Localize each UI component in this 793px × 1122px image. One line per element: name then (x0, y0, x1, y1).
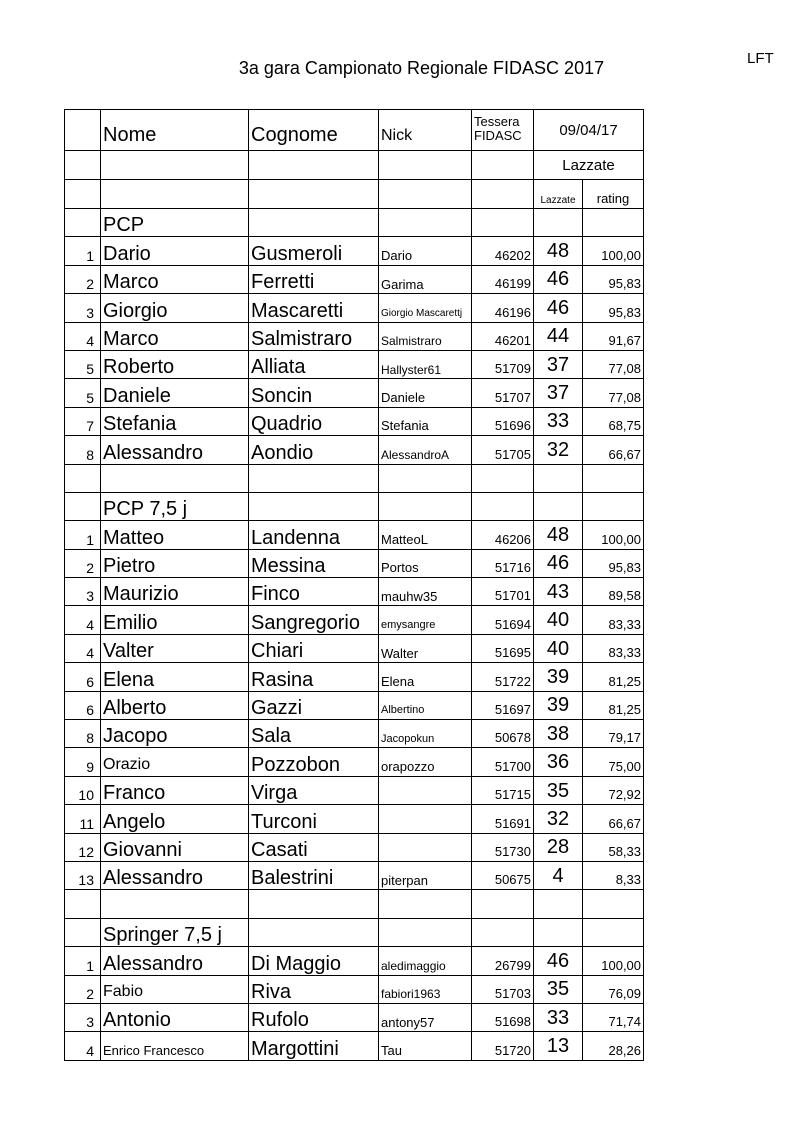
rating-cell: 71,74 (583, 1003, 644, 1031)
rank-cell: 4 (65, 1032, 101, 1060)
last-name-cell: Ferretti (249, 265, 379, 293)
table-row (65, 322, 644, 350)
tessera-cell: 51701 (472, 578, 534, 606)
tessera-cell: 46201 (472, 322, 534, 350)
rank-cell: 3 (65, 1003, 101, 1031)
table-row (65, 861, 644, 889)
empty-cell (65, 890, 101, 918)
rating-cell: 91,67 (583, 322, 644, 350)
nick-cell (379, 833, 472, 861)
table-row (65, 748, 644, 776)
nick-cell: Garima (379, 265, 472, 293)
table-row (65, 379, 644, 407)
points-cell: 39 (534, 691, 583, 719)
rating-cell: 83,33 (583, 606, 644, 634)
table-row (65, 407, 644, 435)
category-row (65, 492, 644, 520)
rating-cell: 83,33 (583, 634, 644, 662)
points-cell: 43 (534, 578, 583, 606)
empty-cell (101, 151, 249, 180)
page-title: 3a gara Campionato Regionale FIDASC 2017 (238, 58, 605, 78)
tessera-cell: 51730 (472, 833, 534, 861)
tessera-cell: 51698 (472, 1003, 534, 1031)
tessera-cell: 46199 (472, 265, 534, 293)
spacer-row (65, 464, 644, 492)
empty-cell (379, 492, 472, 520)
rank-cell: 4 (65, 606, 101, 634)
last-name-cell: Aondio (249, 436, 379, 464)
header-cognome: Cognome (249, 110, 379, 151)
points-cell: 40 (534, 606, 583, 634)
points-cell: 46 (534, 294, 583, 322)
points-cell: 33 (534, 407, 583, 435)
rank-cell: 2 (65, 975, 101, 1003)
table-row (65, 549, 644, 577)
first-name-cell: Marco (101, 322, 249, 350)
header-col-rating: rating (583, 180, 644, 209)
last-name-cell: Balestrini (249, 861, 379, 889)
points-cell: 48 (534, 237, 583, 265)
first-name-cell: Antonio (101, 1003, 249, 1031)
first-name-cell: Dario (101, 237, 249, 265)
header-tessera: Tessera FIDASC (472, 110, 534, 151)
table-row (65, 776, 644, 804)
tessera-cell: 51700 (472, 748, 534, 776)
last-name-cell: Virga (249, 776, 379, 804)
rank-cell: 1 (65, 521, 101, 549)
points-cell: 48 (534, 521, 583, 549)
rating-cell: 77,08 (583, 379, 644, 407)
nick-cell: Albertino (379, 691, 472, 719)
empty-cell (249, 209, 379, 237)
category-name: PCP (101, 209, 249, 237)
table-row (65, 663, 644, 691)
tessera-cell: 50675 (472, 861, 534, 889)
tessera-cell: 46202 (472, 237, 534, 265)
tessera-cell: 51694 (472, 606, 534, 634)
table-row (65, 606, 644, 634)
category-name: Springer 7,5 j (101, 918, 249, 946)
header-location: Lazzate (534, 151, 644, 180)
empty-cell (472, 918, 534, 946)
tessera-cell: 46206 (472, 521, 534, 549)
last-name-cell: Mascaretti (249, 294, 379, 322)
rank-cell: 1 (65, 237, 101, 265)
nick-cell: Salmistraro (379, 322, 472, 350)
empty-cell (583, 890, 644, 918)
tessera-cell: 51697 (472, 691, 534, 719)
header-nome: Nome (101, 110, 249, 151)
empty-cell (101, 180, 249, 209)
last-name-cell: Sangregorio (249, 606, 379, 634)
table-row (65, 578, 644, 606)
rank-cell: 2 (65, 549, 101, 577)
empty-cell (583, 209, 644, 237)
last-name-cell: Rasina (249, 663, 379, 691)
rank-cell: 8 (65, 436, 101, 464)
last-name-cell: Margottini (249, 1032, 379, 1060)
table-row (65, 237, 644, 265)
tessera-cell: 50678 (472, 720, 534, 748)
last-name-cell: Chiari (249, 634, 379, 662)
tessera-cell: 51703 (472, 975, 534, 1003)
first-name-cell: Emilio (101, 606, 249, 634)
points-cell: 37 (534, 350, 583, 378)
nick-cell: Portos (379, 549, 472, 577)
rating-cell: 72,92 (583, 776, 644, 804)
table-row (65, 720, 644, 748)
nick-cell: Dario (379, 237, 472, 265)
rank-cell: 5 (65, 379, 101, 407)
points-cell: 37 (534, 379, 583, 407)
empty-cell (472, 151, 534, 180)
tessera-cell: 51720 (472, 1032, 534, 1060)
points-cell: 44 (534, 322, 583, 350)
rating-cell: 68,75 (583, 407, 644, 435)
tessera-cell: 51707 (472, 379, 534, 407)
nick-cell: Giorgio Mascarettj (379, 294, 472, 322)
first-name-cell: Marco (101, 265, 249, 293)
header-col-lazzate: Lazzate (534, 180, 583, 209)
rank-cell: 6 (65, 663, 101, 691)
empty-cell (379, 209, 472, 237)
first-name-cell: Roberto (101, 350, 249, 378)
first-name-cell: Giorgio (101, 294, 249, 322)
column-subheader-row (65, 180, 644, 209)
empty-cell (65, 464, 101, 492)
first-name-cell: Giovanni (101, 833, 249, 861)
nick-cell: Hallyster61 (379, 350, 472, 378)
table-row (65, 1032, 644, 1060)
empty-cell (472, 464, 534, 492)
rank-cell: 9 (65, 748, 101, 776)
empty-cell (534, 492, 583, 520)
empty-cell (249, 151, 379, 180)
rating-cell: 8,33 (583, 861, 644, 889)
first-name-cell: Maurizio (101, 578, 249, 606)
nick-cell: antony57 (379, 1003, 472, 1031)
table-row (65, 265, 644, 293)
last-name-cell: Landenna (249, 521, 379, 549)
tessera-cell: 51696 (472, 407, 534, 435)
last-name-cell: Rufolo (249, 1003, 379, 1031)
first-name-cell: Elena (101, 663, 249, 691)
location-row (65, 151, 644, 180)
first-name-cell: Angelo (101, 805, 249, 833)
nick-cell: AlessandroA (379, 436, 472, 464)
results-table (64, 109, 644, 1061)
nick-cell: piterpan (379, 861, 472, 889)
rank-cell: 8 (65, 720, 101, 748)
first-name-cell: Daniele (101, 379, 249, 407)
rating-cell: 89,58 (583, 578, 644, 606)
nick-cell (379, 805, 472, 833)
rank-cell: 7 (65, 407, 101, 435)
empty-cell (249, 464, 379, 492)
rating-cell: 95,83 (583, 265, 644, 293)
last-name-cell: Soncin (249, 379, 379, 407)
first-name-cell: Valter (101, 634, 249, 662)
empty-cell (65, 151, 101, 180)
points-cell: 32 (534, 805, 583, 833)
tessera-cell: 51705 (472, 436, 534, 464)
rank-cell: 3 (65, 578, 101, 606)
empty-cell (249, 180, 379, 209)
table-row (65, 436, 644, 464)
empty-cell (534, 464, 583, 492)
last-name-cell: Riva (249, 975, 379, 1003)
points-cell: 46 (534, 265, 583, 293)
rank-cell: 4 (65, 322, 101, 350)
empty-cell (534, 918, 583, 946)
first-name-cell: Stefania (101, 407, 249, 435)
rank-cell: 12 (65, 833, 101, 861)
first-name-cell: Jacopo (101, 720, 249, 748)
rating-cell: 75,00 (583, 748, 644, 776)
tessera-cell: 51709 (472, 350, 534, 378)
rating-cell: 76,09 (583, 975, 644, 1003)
nick-cell: MatteoL (379, 521, 472, 549)
nick-cell: Jacopokun (379, 720, 472, 748)
table-row (65, 805, 644, 833)
points-cell: 32 (534, 436, 583, 464)
last-name-cell: Sala (249, 720, 379, 748)
empty-cell (101, 890, 249, 918)
empty-cell (534, 890, 583, 918)
last-name-cell: Gusmeroli (249, 237, 379, 265)
last-name-cell: Quadrio (249, 407, 379, 435)
rank-cell: 4 (65, 634, 101, 662)
nick-cell: Tau (379, 1032, 472, 1060)
last-name-cell: Turconi (249, 805, 379, 833)
tessera-cell: 51695 (472, 634, 534, 662)
empty-cell (379, 464, 472, 492)
rating-cell: 77,08 (583, 350, 644, 378)
table-row (65, 350, 644, 378)
tessera-cell: 51715 (472, 776, 534, 804)
points-cell: 40 (534, 634, 583, 662)
rank-cell: 11 (65, 805, 101, 833)
rating-cell: 100,00 (583, 521, 644, 549)
empty-cell (472, 492, 534, 520)
rank-cell: 6 (65, 691, 101, 719)
empty-cell (472, 209, 534, 237)
last-name-cell: Salmistraro (249, 322, 379, 350)
points-cell: 35 (534, 975, 583, 1003)
first-name-cell: Pietro (101, 549, 249, 577)
empty-cell (249, 890, 379, 918)
points-cell: 35 (534, 776, 583, 804)
empty-cell (379, 890, 472, 918)
first-name-cell: Alessandro (101, 947, 249, 975)
rating-cell: 79,17 (583, 720, 644, 748)
points-cell: 46 (534, 549, 583, 577)
table-row (65, 691, 644, 719)
empty-cell (65, 918, 101, 946)
nick-cell: aledimaggio (379, 947, 472, 975)
empty-cell (65, 180, 101, 209)
empty-cell (101, 464, 249, 492)
last-name-cell: Messina (249, 549, 379, 577)
header-rank-cell (65, 110, 101, 151)
nick-cell: Daniele (379, 379, 472, 407)
nick-cell: Walter (379, 634, 472, 662)
last-name-cell: Casati (249, 833, 379, 861)
first-name-cell: Alessandro (101, 436, 249, 464)
first-name-cell: Alberto (101, 691, 249, 719)
header-row (65, 110, 644, 151)
rating-cell: 66,67 (583, 805, 644, 833)
last-name-cell: Di Maggio (249, 947, 379, 975)
table-row (65, 833, 644, 861)
last-name-cell: Pozzobon (249, 748, 379, 776)
category-row (65, 209, 644, 237)
table-row (65, 521, 644, 549)
tessera-cell: 51691 (472, 805, 534, 833)
points-cell: 36 (534, 748, 583, 776)
first-name-cell: Orazio (101, 748, 249, 776)
nick-cell: Elena (379, 663, 472, 691)
nick-cell: fabiori1963 (379, 975, 472, 1003)
rank-cell: 10 (65, 776, 101, 804)
table-row (65, 634, 644, 662)
points-cell: 33 (534, 1003, 583, 1031)
rank-cell: 5 (65, 350, 101, 378)
rating-cell: 58,33 (583, 833, 644, 861)
empty-cell (379, 918, 472, 946)
empty-cell (65, 492, 101, 520)
last-name-cell: Alliata (249, 350, 379, 378)
rank-cell: 2 (65, 265, 101, 293)
tessera-cell: 51716 (472, 549, 534, 577)
empty-cell (249, 918, 379, 946)
empty-cell (583, 492, 644, 520)
table-row (65, 1003, 644, 1031)
last-name-cell: Gazzi (249, 691, 379, 719)
header-date: 09/04/17 (534, 110, 644, 151)
first-name-cell: Franco (101, 776, 249, 804)
rating-cell: 95,83 (583, 294, 644, 322)
rank-cell: 3 (65, 294, 101, 322)
first-name-cell: Fabio (101, 975, 249, 1003)
table-row (65, 947, 644, 975)
empty-cell (379, 151, 472, 180)
rank-cell: 1 (65, 947, 101, 975)
corner-label: LFT (747, 50, 774, 67)
nick-cell: orapozzo (379, 748, 472, 776)
empty-cell (583, 918, 644, 946)
points-cell: 46 (534, 947, 583, 975)
points-cell: 38 (534, 720, 583, 748)
rating-cell: 95,83 (583, 549, 644, 577)
category-row (65, 918, 644, 946)
category-name: PCP 7,5 j (101, 492, 249, 520)
empty-cell (379, 180, 472, 209)
empty-cell (583, 464, 644, 492)
nick-cell: Stefania (379, 407, 472, 435)
points-cell: 13 (534, 1032, 583, 1060)
spacer-row (65, 890, 644, 918)
rating-cell: 100,00 (583, 947, 644, 975)
first-name-cell: Alessandro (101, 861, 249, 889)
rating-cell: 66,67 (583, 436, 644, 464)
empty-cell (534, 209, 583, 237)
empty-cell (472, 890, 534, 918)
tessera-cell: 26799 (472, 947, 534, 975)
rating-cell: 81,25 (583, 691, 644, 719)
rating-cell: 100,00 (583, 237, 644, 265)
points-cell: 4 (534, 861, 583, 889)
empty-cell (65, 209, 101, 237)
table-row (65, 975, 644, 1003)
rank-cell: 13 (65, 861, 101, 889)
points-cell: 28 (534, 833, 583, 861)
nick-cell: emysangre (379, 606, 472, 634)
empty-cell (472, 180, 534, 209)
tessera-cell: 51722 (472, 663, 534, 691)
nick-cell: mauhw35 (379, 578, 472, 606)
empty-cell (249, 492, 379, 520)
header-nick: Nick (379, 110, 472, 151)
first-name-cell: Enrico Francesco (101, 1032, 249, 1060)
tessera-cell: 46196 (472, 294, 534, 322)
first-name-cell: Matteo (101, 521, 249, 549)
nick-cell (379, 776, 472, 804)
rating-cell: 28,26 (583, 1032, 644, 1060)
last-name-cell: Finco (249, 578, 379, 606)
rating-cell: 81,25 (583, 663, 644, 691)
points-cell: 39 (534, 663, 583, 691)
table-row (65, 294, 644, 322)
